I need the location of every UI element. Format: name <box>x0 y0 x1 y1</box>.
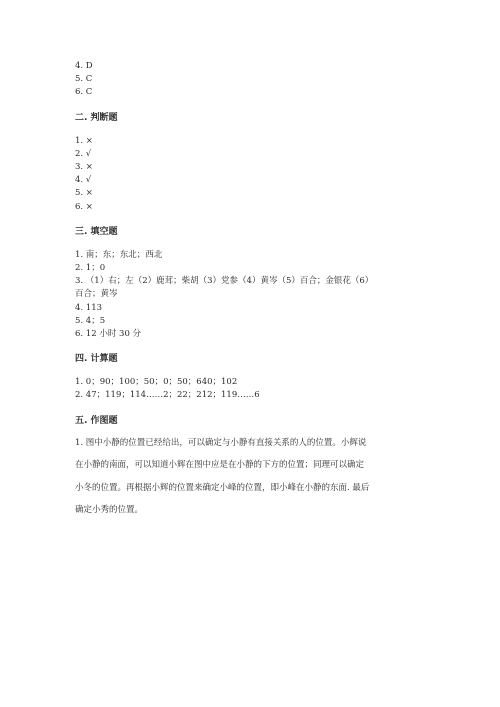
paragraph-line: 在小静的南面，可以知道小辉在图中应是在小静的下方的位置；同理可以确定 <box>75 460 365 471</box>
answer-line: 4. 113 <box>75 302 103 313</box>
answer-line: 2. 47；119；114……2；22；212；119……6 <box>75 390 260 401</box>
answer-line: 1. 0；90；100；50；0；50；640；102 <box>75 377 238 388</box>
answer-line: 3. × <box>75 162 93 173</box>
answer-line: 1. × <box>75 135 93 146</box>
answer-line: 1. 南；东；东北；西北 <box>75 249 163 260</box>
answer-line: 4. D <box>75 61 93 71</box>
draw-answer-paragraph <box>75 432 430 522</box>
section-heading-draw: 五. 作图题 <box>75 415 118 426</box>
paragraph-line: 确定小秀的位置。 <box>75 505 144 516</box>
answer-line: 6. C <box>75 87 93 98</box>
answer-line: 4. √ <box>75 175 92 186</box>
answer-line: 5. 4；5 <box>75 315 106 326</box>
paragraph-line: 小冬的位置。再根据小辉的位置来确定小峰的位置，即小峰在小静的东面. 最后 <box>75 482 370 493</box>
answer-page <box>75 60 435 522</box>
section-heading-calc: 四. 计算题 <box>75 354 118 365</box>
judge-answers <box>75 135 435 214</box>
calc-answers <box>75 376 435 402</box>
paragraph-line: 1. 图中小静的位置已经给出，可以确定与小静有直接关系的人的位置。小辉说 <box>75 437 367 448</box>
answer-line: 3. （1）右；左（2）鹿茸；柴胡（3）党参（4）黄岑（5）百合；金银花（6） <box>75 276 374 287</box>
choice-answers <box>75 60 435 100</box>
answer-line: 5. × <box>75 188 93 199</box>
answer-line: 百合；黄岑 <box>75 289 118 300</box>
answer-line: 6. × <box>75 201 93 212</box>
answer-line: 2. 1；0 <box>75 263 106 274</box>
section-heading-fill: 三. 填空题 <box>75 226 118 237</box>
answer-line: 6. 12 小时 30 分 <box>75 329 142 340</box>
answer-line: 5. C <box>75 74 93 85</box>
answer-line: 2. √ <box>75 148 92 159</box>
fill-answers <box>75 249 435 341</box>
section-heading-judge: 二. 判断题 <box>75 112 118 123</box>
